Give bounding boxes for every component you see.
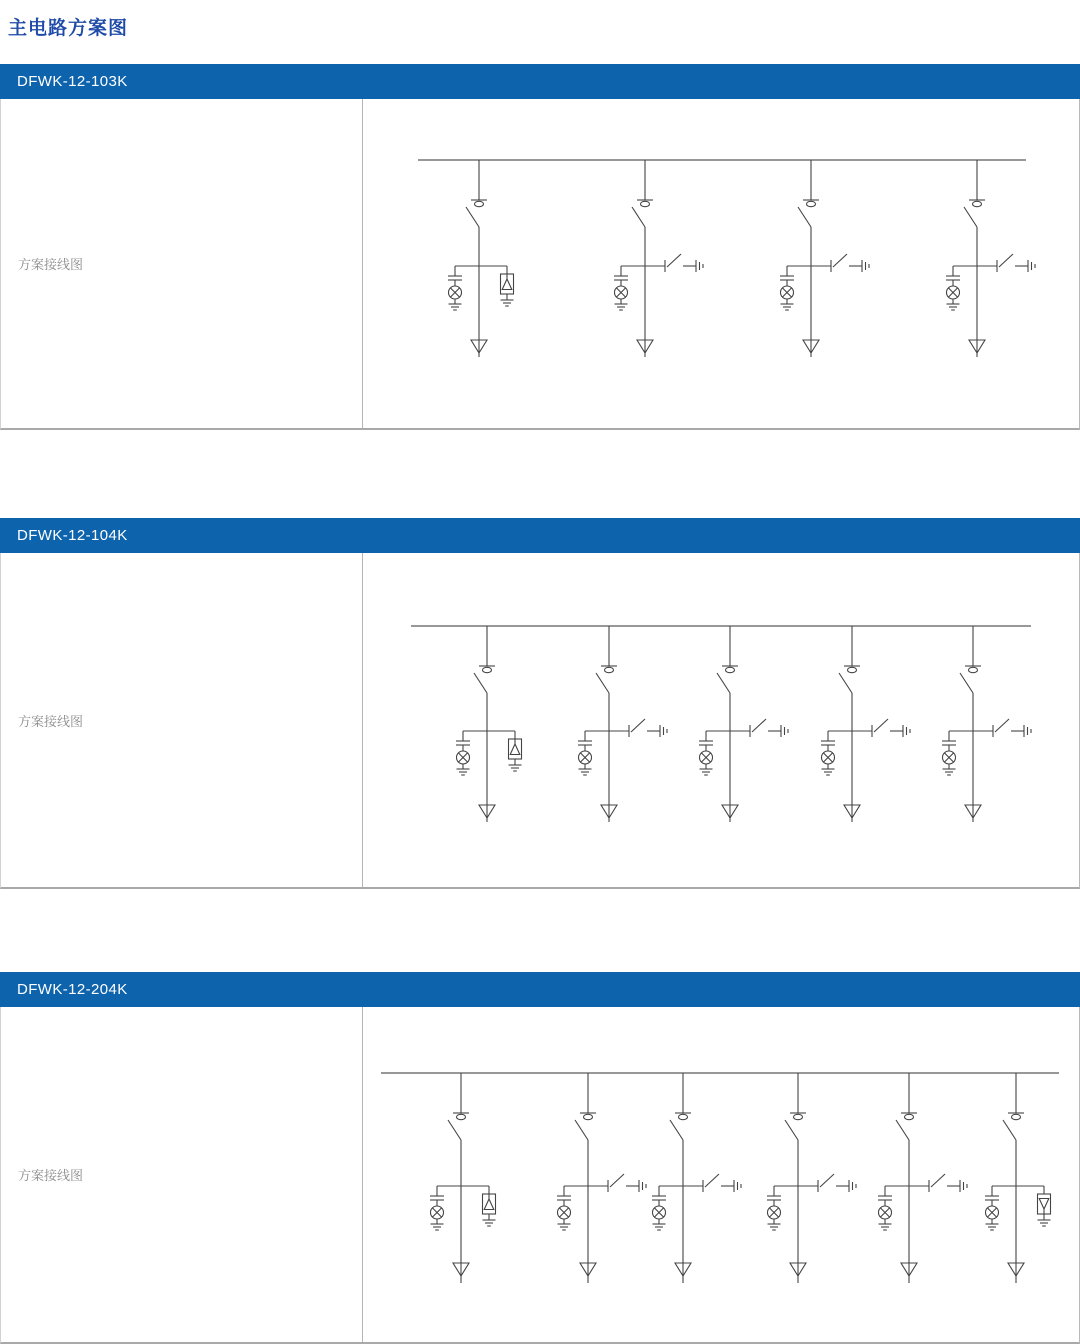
section-header — [0, 518, 1080, 553]
page-title: 主电路方案图 — [8, 18, 129, 39]
wiring-diagram — [1, 1007, 1080, 1342]
section-103k — [0, 64, 1080, 430]
wiring-diagram — [1, 99, 1080, 428]
model-code: DFWK-12-204K — [17, 981, 128, 998]
scheme-table — [0, 553, 1080, 889]
model-code: DFWK-12-104K — [17, 527, 128, 544]
row-label: 方案接线图 — [18, 257, 84, 272]
model-code: DFWK-12-103K — [17, 73, 128, 90]
section-204k — [0, 972, 1080, 1344]
wiring-diagram — [1, 553, 1080, 887]
row-label: 方案接线图 — [18, 1168, 84, 1183]
row-label: 方案接线图 — [18, 713, 84, 729]
section-header — [0, 972, 1080, 1007]
scheme-table — [0, 99, 1080, 430]
scheme-table — [0, 1007, 1080, 1344]
section-header — [0, 64, 1080, 99]
section-104k — [0, 518, 1080, 889]
